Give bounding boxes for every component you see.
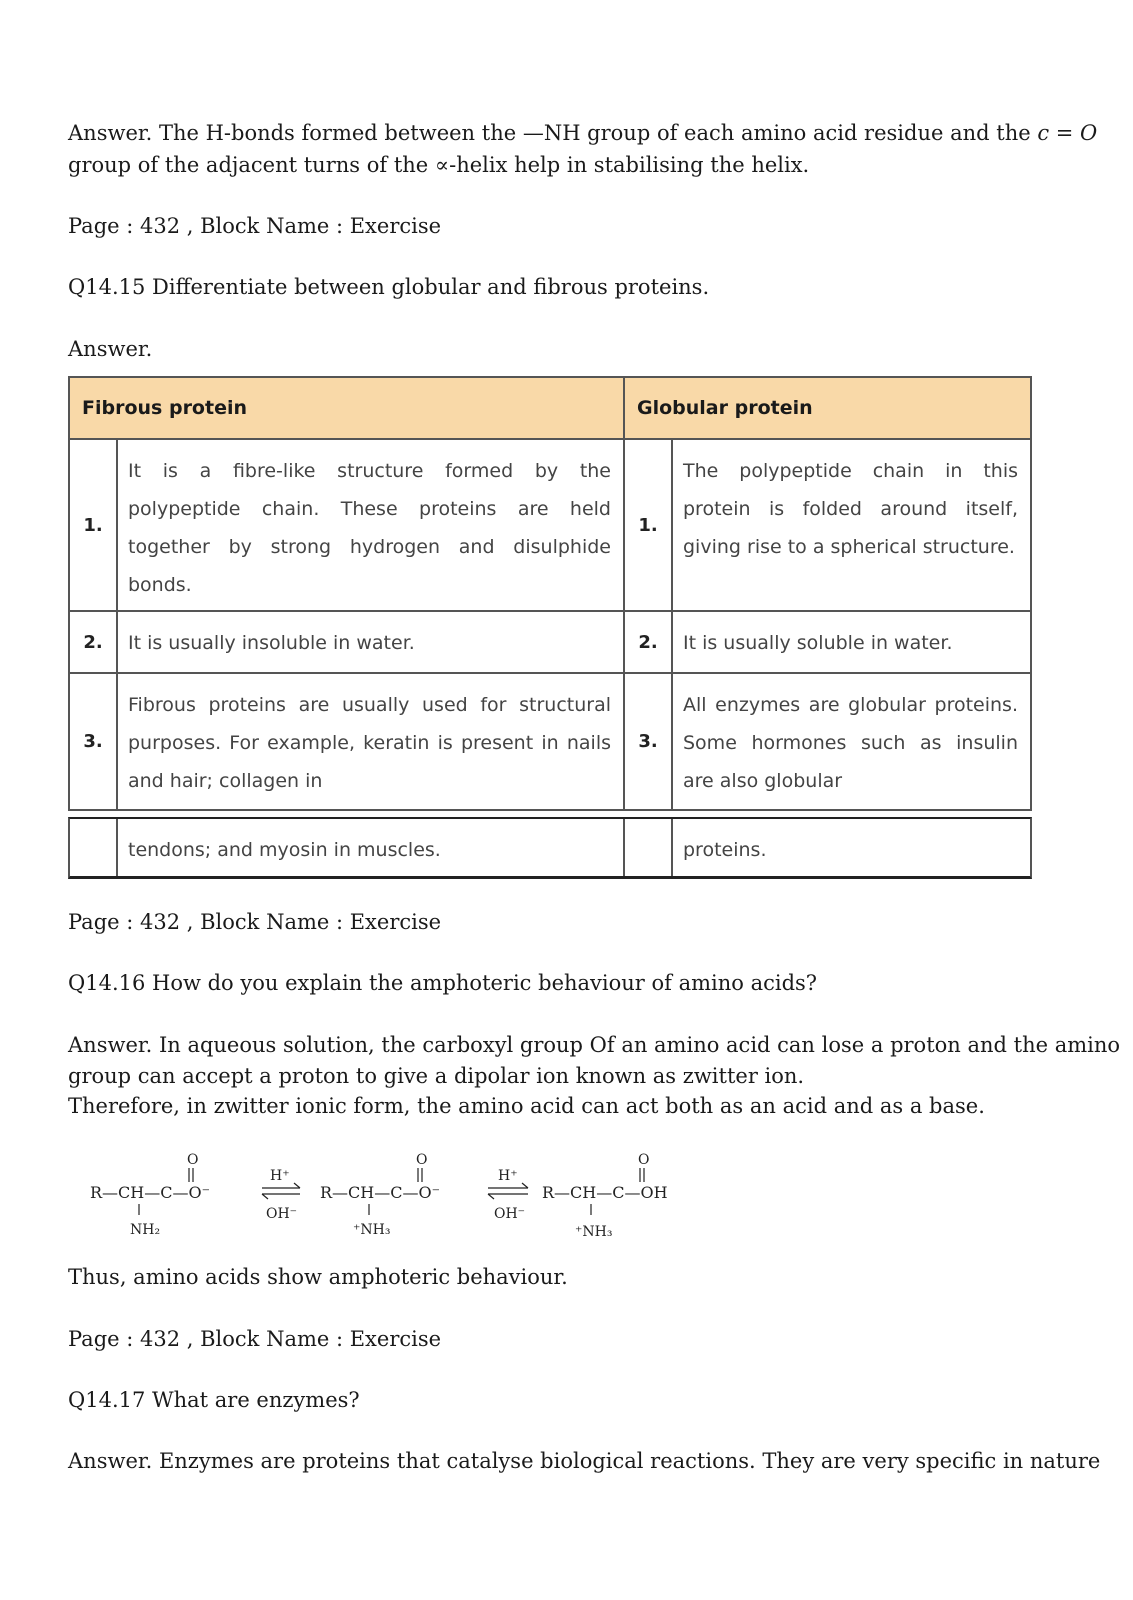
row-number-left: 3. <box>70 674 118 809</box>
species-zwitterion <box>320 1152 440 1238</box>
species1-chain: R—CH—C—O⁻ <box>90 1183 211 1202</box>
question-14-16: Q14.16 How do you explain the amphoteric behaviour of amino acids? <box>68 971 818 995</box>
species3-substituent: ⁺NH₃ <box>575 1224 613 1240</box>
arrow2-acid-label: H⁺ <box>498 1168 518 1184</box>
arrow2-base-label: OH⁻ <box>494 1206 526 1222</box>
species3-chain: R—CH—C—OH <box>542 1183 668 1202</box>
carbonyl-oxygen: O <box>416 1152 428 1168</box>
table-row <box>68 612 1032 674</box>
row-number-right <box>625 819 673 876</box>
globular-cell: The polypeptide chain in this protein is folded around itself, giving rise to a spherical structure. <box>683 460 1018 558</box>
answer-14-14-line1: Answer. The H-bonds formed between the —NH group of each amino acid residue and the c = O <box>68 121 1098 145</box>
header-globular: Globular protein <box>637 397 813 419</box>
row-number-right: 3. <box>625 674 673 809</box>
page-ref-2: Page : 432 , Block Name : Exercise <box>68 910 442 934</box>
protein-comparison-table <box>68 376 1032 879</box>
header-fibrous: Fibrous protein <box>70 378 625 438</box>
species-cation <box>542 1152 668 1240</box>
equilibrium-arrow-1 <box>262 1168 300 1222</box>
fibrous-cell: tendons; and myosin in muscles. <box>118 819 625 876</box>
math-c-equals-o: c = O <box>1037 121 1098 145</box>
answer-label-14-15: Answer. <box>68 337 153 361</box>
table-row <box>68 674 1032 811</box>
answer-14-16-line3: Therefore, in zwitter ionic form, the amino acid can act both as an acid and as a base. <box>68 1094 985 1118</box>
species1-substituent: NH₂ <box>130 1222 161 1238</box>
fibrous-cell: Fibrous proteins are usually used for structural purposes. For example, keratin is present in nails and hair; collagen in <box>118 674 625 809</box>
globular-cell: proteins. <box>683 839 767 861</box>
row-number-left: 1. <box>70 440 118 610</box>
globular-cell: All enzymes are globular proteins. Some hormones such as insulin are also globular <box>683 694 1018 792</box>
globular-cell: It is usually soluble in water. <box>683 632 953 654</box>
answer-14-17: Answer. Enzymes are proteins that catalyse biological reactions. They are very specific in nature <box>68 1449 1101 1473</box>
row-number-right: 2. <box>625 612 673 672</box>
row-number-right: 1. <box>625 440 673 610</box>
carbonyl-oxygen: O <box>187 1152 199 1168</box>
arrow1-acid-label: H⁺ <box>270 1168 290 1184</box>
arrow1-base-label: OH⁻ <box>266 1206 298 1222</box>
page-ref-3: Page : 432 , Block Name : Exercise <box>68 1327 442 1351</box>
equilibrium-arrow-2 <box>488 1168 528 1222</box>
answer-14-16-line1: Answer. In aqueous solution, the carboxyl group Of an amino acid can lose a proton and the amino <box>68 1033 1121 1057</box>
species2-chain: R—CH—C—O⁻ <box>320 1183 441 1202</box>
conclusion-14-16: Thus, amino acids show amphoteric behaviour. <box>68 1265 568 1289</box>
table-header <box>68 376 1032 440</box>
table-row <box>68 440 1032 612</box>
row-number-left <box>70 819 118 876</box>
answer-14-14-line2: group of the adjacent turns of the ∝-helix help in stabilising the helix. <box>68 153 810 177</box>
question-14-17: Q14.17 What are enzymes? <box>68 1388 360 1412</box>
question-14-15: Q14.15 Differentiate between globular and fibrous proteins. <box>68 275 710 299</box>
answer-14-16-line2: group can accept a proton to give a dipolar ion known as zwitter ion. <box>68 1064 805 1088</box>
page-ref-1: Page : 432 , Block Name : Exercise <box>68 214 442 238</box>
table-row <box>68 817 1032 879</box>
fibrous-cell: It is a fibre-like structure formed by the polypeptide chain. These proteins are held together by strong hydrogen and disulphide bonds. <box>118 440 625 610</box>
species2-substituent: ⁺NH₃ <box>353 1222 391 1238</box>
amphoteric-reaction-diagram <box>90 1142 730 1247</box>
fibrous-cell: It is usually insoluble in water. <box>118 612 625 672</box>
species-anion <box>90 1152 210 1238</box>
carbonyl-oxygen: O <box>638 1152 650 1168</box>
row-number-left: 2. <box>70 612 118 672</box>
